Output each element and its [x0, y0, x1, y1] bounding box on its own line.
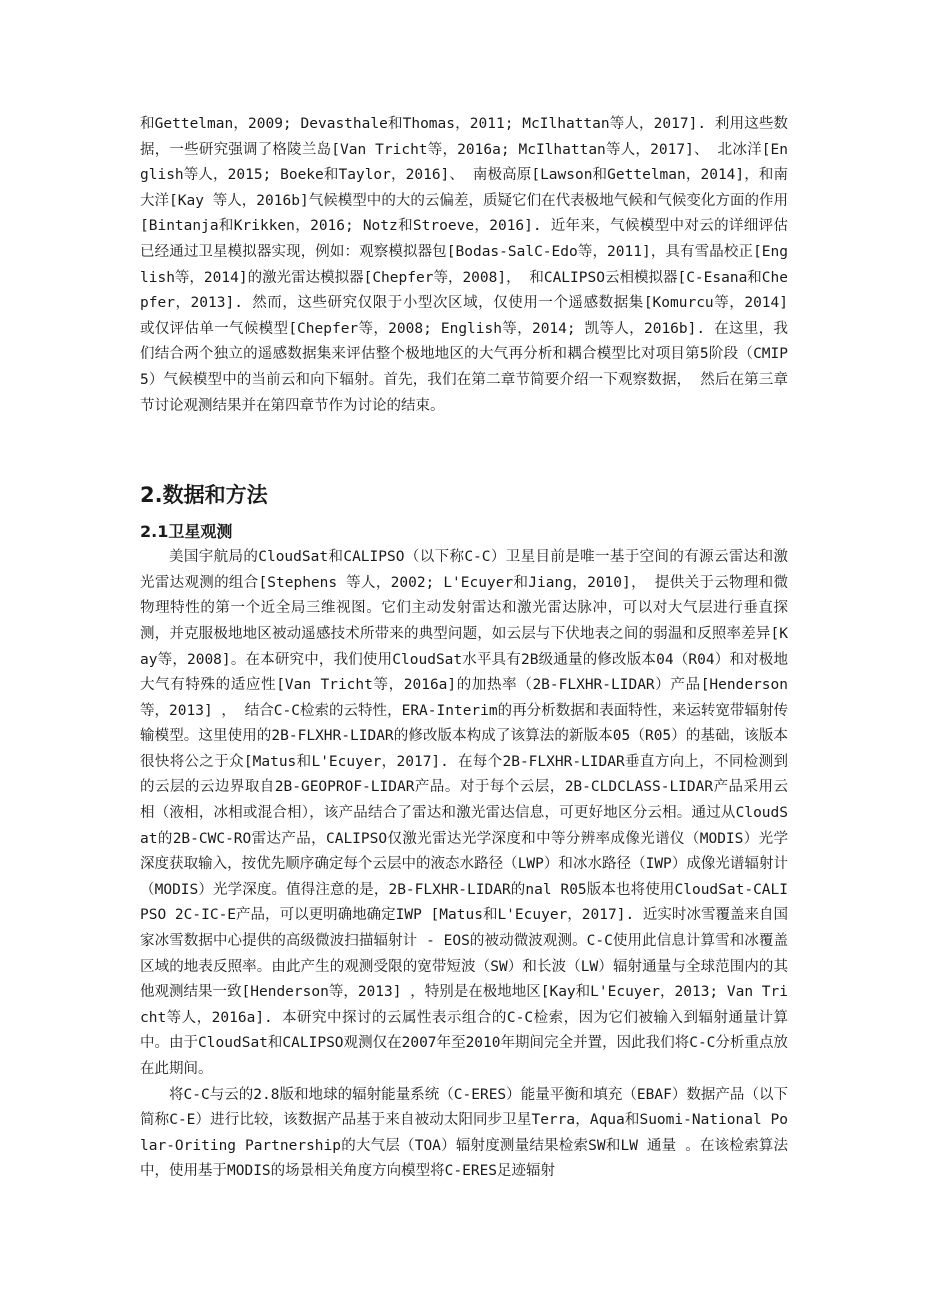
body-paragraph-1: 美国宇航局的CloudSat和CALIPSO（以下称C-C）卫星目前是唯一基于空间的有源云雷达和激光雷达观测的组合[Stephens 等人，2002; L'Ecuyer和Jiang，2010]， 提供关于云物理和微物理特性的第一个近全局三维视图。它们主动发射雷达和激光雷达脉冲，可以对大气层进行垂直探测，并克服极地地区被动遥感技术所带来的典型问题，如云层与下伏地表之间的弱温和反照率差异[Kay等，2008]。在本研究中，我们使用CloudSat水平具有2B级通量的修改版本04（R04）和对极地大气有特殊的适应性[Van Tricht等，2016a]的加热率（2B-FLXHR-LIDAR）产品[Henderson等，2013] ， 结合C-C检索的云特性，ERA-Interim的再分析数据和表面特性，来运转宽带辐射传输模型。这里使用的2B-FLXHR-LIDAR的修改版本构成了该算法的新版本05（R05）的基础，该版本很快将公之于众[Matus和L'Ecuyer，2017]. 在每个2B-FLXHR-LIDAR垂直方向上，不同检测到的云层的云边界取自2B-GEOPROF-LIDAR产品。对于每个云层，2B-CLDCLASS-LIDAR产品采用云相（液相，冰相或混合相），该产品结合了雷达和激光雷达信息，可更好地区分云相。通过从CloudSat的2B-CWC-RO雷达产品，CALIPSO仅激光雷达光学深度和中等分辨率成像光谱仪（MODIS）光学深度获取输入，按优先顺序确定每个云层中的液态水路径（LWP）和冰水路径（IWP）成像光谱辐射计（MODIS）光学深度。值得注意的是，2B-FLXHR-LIDAR的nal R05版本也将使用CloudSat-CALIPSO 2C-IC-E产品，可以更明确地确定IWP [Matus和L'Ecuyer，2017]. 近实时冰雪覆盖来自国家冰雪数据中心提供的高级微波扫描辐射计 - EOS的被动微波观测。C-C使用此信息计算雪和冰覆盖区域的地表反照率。由此产生的观测受限的宽带短波（SW）和长波（LW）辐射通量与全球范围内的其他观测结果一致[Henderson等，2013] ，特别是在极地地区[Kay和L'Ecuyer，2013; Van Tricht等人，2016a]. 本研究中探讨的云属性表示组合的C-C检索，因为它们被输入到辐射通量计算中。由于CloudSat和CALIPSO观测仅在2007年至2010年期间完全并置，因此我们将C-C分析重点放在此期间。	[140, 549, 788, 1077]
intro-paragraph: 和Gettelman，2009; Devasthale和Thomas，2011; McIlhattan等人，2017]. 利用这些数据，一些研究强调了格陵兰岛[Van Tricht等，2016a; McIlhattan等人，2017]、 北冰洋[English等人，2015; Boeke和Taylor，2016]、 南极高原[Lawson和Gettelman，2014]，和南大洋[Kay 等人，2016b]气候模型中的大的云偏差，质疑它们在代表极地气候和气候变化方面的作用[Bintanja和Krikken，2016; Notz和Stroeve，2016]. 近年来，气候模型中对云的详细评估已经通过卫星模拟器实现，例如：观察模拟器包[Bodas-SalC-Edo等，2011]，具有雪晶校正[English等，2014]的激光雷达模拟器[Chepfer等，2008]， 和CALIPSO云相模拟器[C-Esana和Chepfer，2013]. 然而，这些研究仅限于小型次区域，仅使用一个遥感数据集[Komurcu等，2014] 或仅评估单一气候模型[Chepfer等，2008; English等，2014; 凯等人，2016b]. 在这里，我们结合两个独立的遥感数据集来评估整个极地地区的大气再分析和耦合模型比对项目第5阶段（CMIP5）气候模型中的当前云和向下辐射。首先，我们在第二章节简要介绍一下观察数据， 然后在第三章节讨论观测结果并在第四章节作为讨论的结束。	[140, 116, 788, 414]
document-page	[140, 112, 788, 1185]
body-paragraph-2: 将C-C与云的2.8版和地球的辐射能量系统（C-ERES）能量平衡和填充（EBAF）数据产品（以下简称C-E）进行比较，该数据产品基于来自被动太阳同步卫星Terra，Aqua和Suomi-National Polar-Oriting Partnership的大气层（TOA）辐射度测量结果检索SW和LW 通量 。在该检索算法中，使用基于MODIS的场景相关角度方向模型将C-ERES足迹辐射	[140, 1086, 788, 1180]
subsection-title: 2.1卫星观测	[140, 522, 233, 542]
section-title: 2.数据和方法	[140, 483, 268, 508]
